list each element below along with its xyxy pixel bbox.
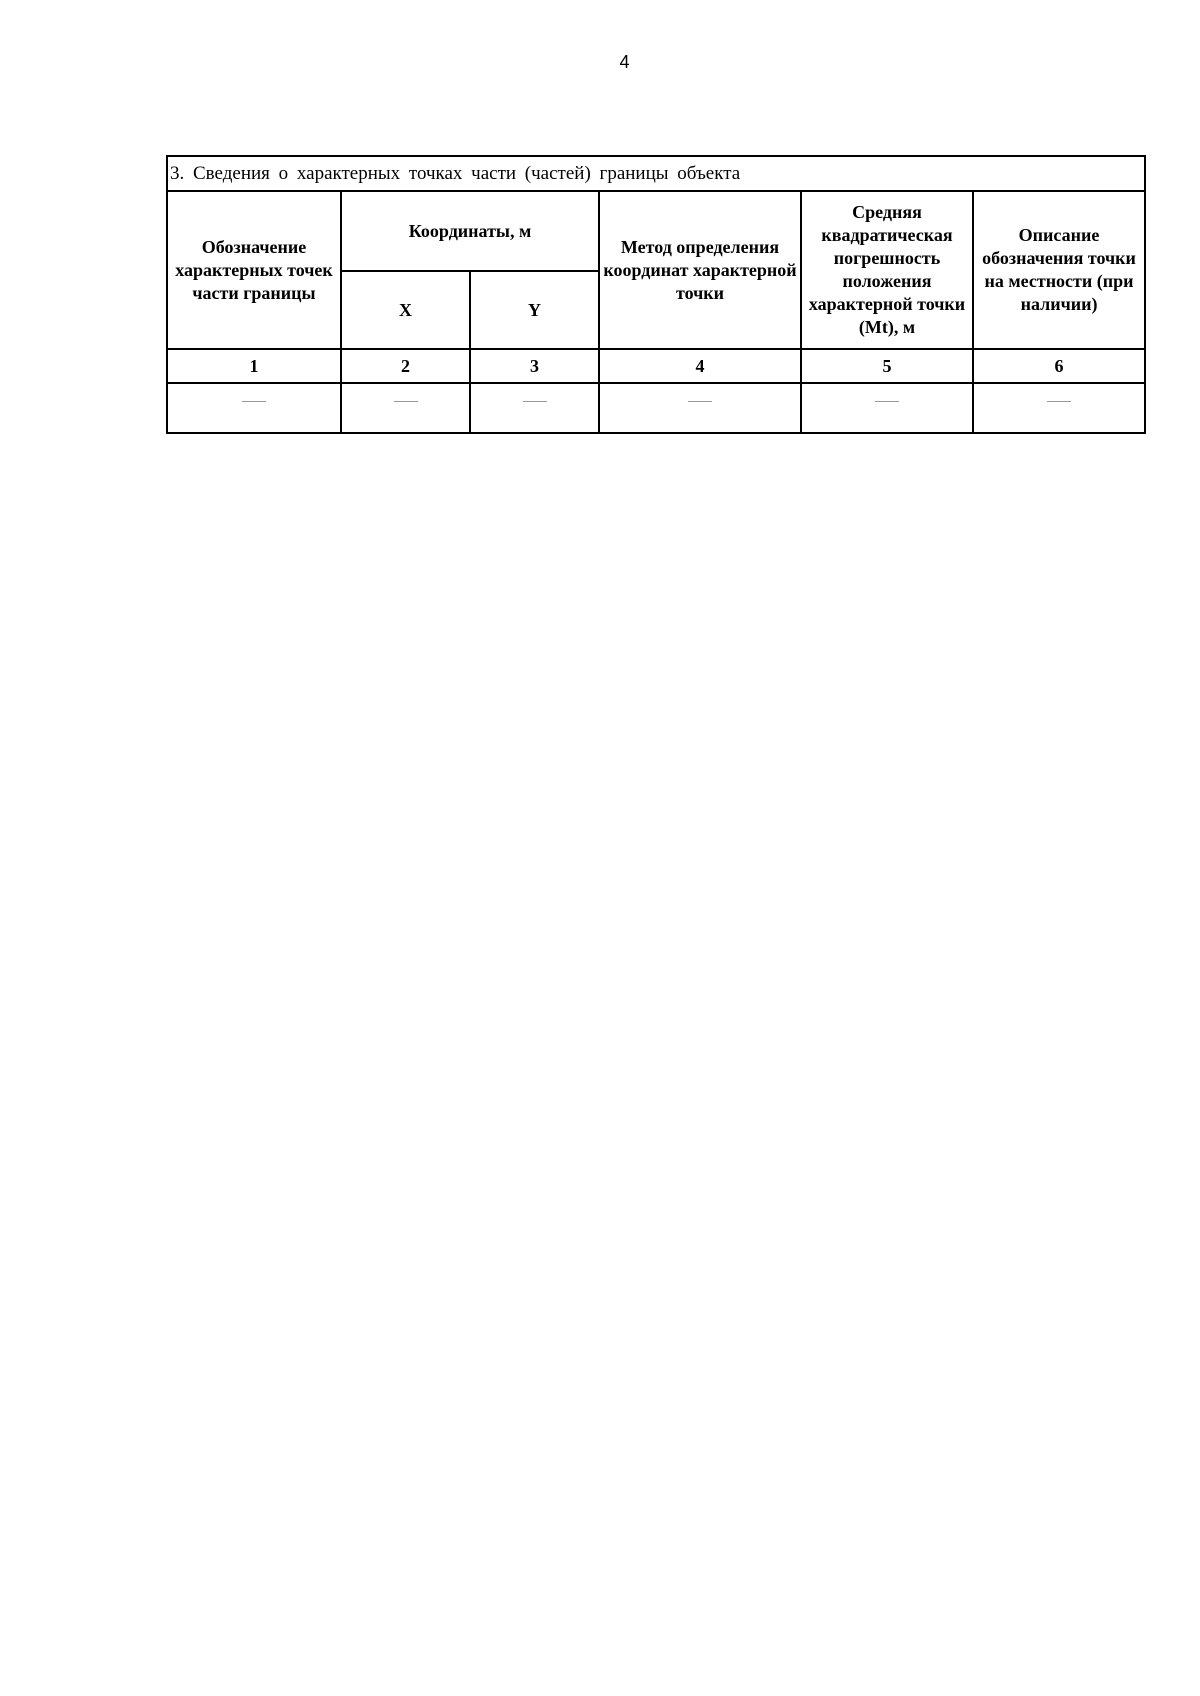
empty-cell [470,383,599,433]
header-method: Метод определения координат характерной точки [599,191,801,349]
table-row [167,383,1145,433]
header-x: X [341,271,470,349]
column-number: 3 [470,349,599,383]
header-y: Y [470,271,599,349]
empty-cell [801,383,973,433]
header-description: Описание обозначения точки на местности (при наличии) [973,191,1145,349]
header-coordinates: Координаты, м [341,191,599,271]
column-number-row [167,349,1145,383]
empty-cell [973,383,1145,433]
dash [1047,401,1071,425]
boundary-points-table [166,155,1146,434]
dash [875,401,899,425]
column-number: 5 [801,349,973,383]
dash [688,401,712,425]
column-number: 6 [973,349,1145,383]
header-error: Средняя квадратическая погрешность положения характерной точки (Mt), м [801,191,973,349]
column-number: 4 [599,349,801,383]
empty-cell [341,383,470,433]
header-designation: Обозначение характерных точек части границы [167,191,341,349]
empty-cell [599,383,801,433]
dash [242,401,266,425]
dash [394,401,418,425]
page-number: 4 [619,52,630,72]
empty-cell [167,383,341,433]
dash [523,401,547,425]
column-number: 1 [167,349,341,383]
column-number: 2 [341,349,470,383]
section-title: 3. Сведения о характерных точках части (частей) границы объекта [167,156,1145,191]
